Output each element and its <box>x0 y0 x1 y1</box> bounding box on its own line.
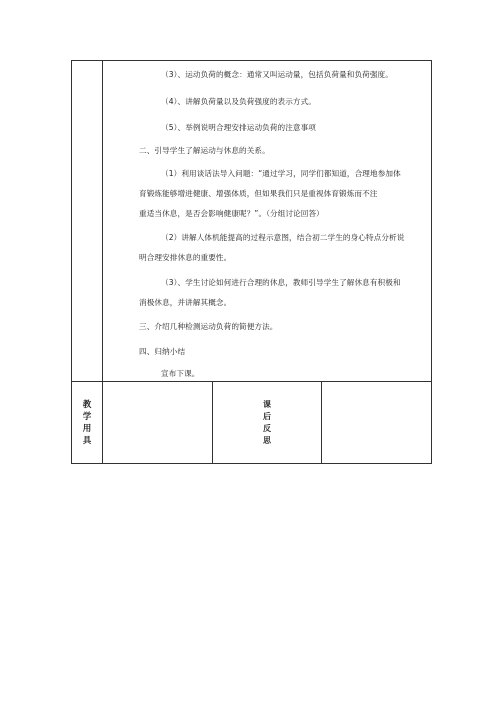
content-line: （3）、运动负荷的概念：通常又叫运动量，包括负荷量和负荷强度。 <box>161 70 393 79</box>
content-line: （3）、学生讨论如何进行合理的休息，教师引导学生了解休息有积极和 <box>161 278 401 287</box>
content-line: 明合理安排休息的重要性。 <box>139 253 232 262</box>
bottom-row <box>72 382 432 464</box>
content-row <box>72 61 432 382</box>
section-heading: 二、引导学生了解运动与休息的关系。 <box>139 146 270 155</box>
content-line: 宣布下课。 <box>161 369 200 378</box>
content-line: 消极休息，并讲解其概念。 <box>139 298 232 307</box>
lesson-content-cell <box>103 61 432 382</box>
content-line: （5）、举例说明合理安排运动负荷的注意事项 <box>161 123 317 132</box>
lesson-content <box>103 61 431 381</box>
content-line: 重适当休息，是否会影响健康呢？”。（分组讨论回答） <box>139 209 324 218</box>
content-line: （1）利用谈话法导入问题：“通过学习，同学们都知道，合理地参加体 <box>161 169 401 178</box>
content-line: （4）、讲解负荷量以及负荷强度的表示方式。 <box>161 97 317 106</box>
left-blank-cell <box>72 61 103 382</box>
reflection-label: 课 后 反 思 <box>212 382 322 464</box>
teaching-tools-label: 教 学 用 具 <box>72 382 103 464</box>
teaching-tools-cell <box>103 382 213 464</box>
lesson-plan-table <box>71 60 432 464</box>
content-line: 育锻炼能够增进健康、增强体质，但如果我们只是重视体育锻炼而不注 <box>139 189 378 198</box>
section-heading: 四、归纳小结 <box>139 347 186 356</box>
reflection-cell <box>322 382 432 464</box>
section-heading: 三、介绍几种检测运动负荷的简便方法。 <box>139 322 278 331</box>
content-line: （2）讲解人体机能提高的过程示意图，结合初二学生的身心特点分析说 <box>161 233 405 242</box>
